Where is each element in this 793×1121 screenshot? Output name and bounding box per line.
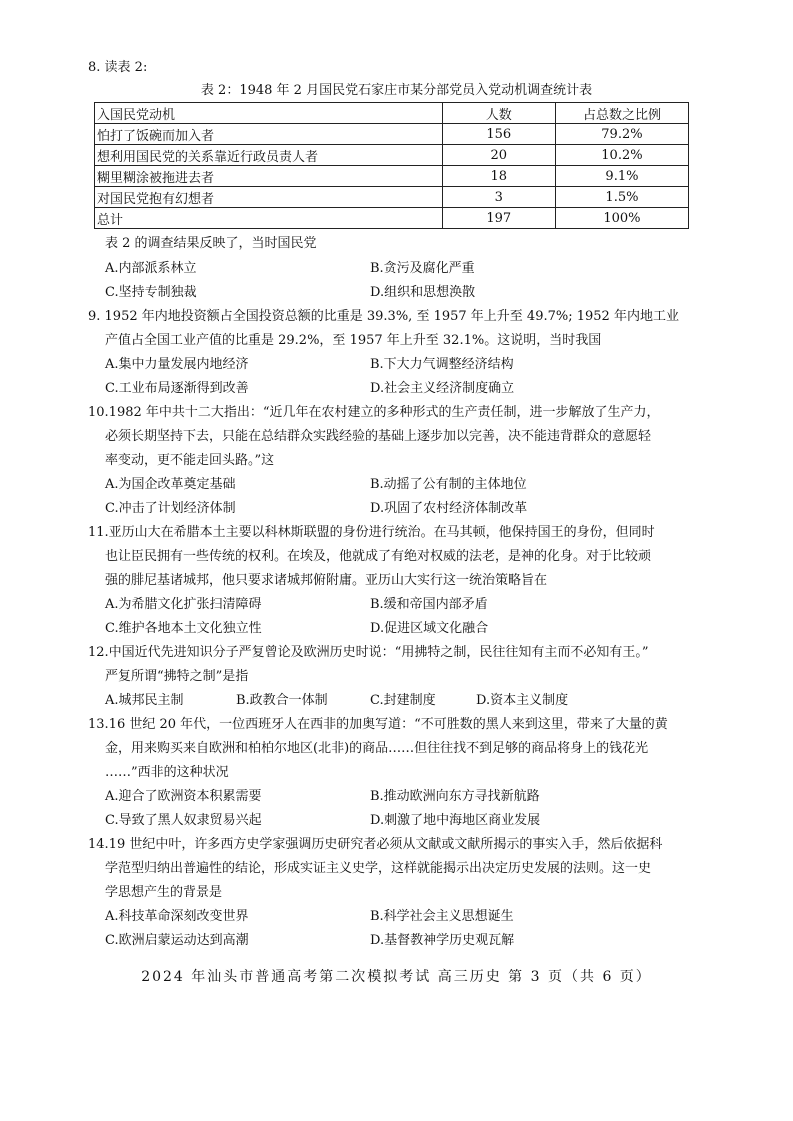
table-header-cell: 入国民党动机 (95, 103, 443, 124)
option-b: B.动摇了公有制的主体地位 (370, 477, 527, 492)
question-10-line: 率变动，更不能走回头路。”这 (105, 453, 275, 468)
question-13-line: 金，用来购买来自欧洲和柏柏尔地区(北非)的商品……但往往找不到足够的商品将身上的钱花光 (105, 741, 649, 756)
option-a: A.城邦民主制 (105, 693, 184, 708)
question-10-line: 必须长期坚持下去，只能在总结群众实践经验的基础上逐步加以完善，决不能违背群众的意愿轻 (105, 429, 652, 444)
table-cell: 79.2% (555, 124, 688, 145)
option-a: A.科技革命深刻改变世界 (105, 909, 249, 924)
question-9-line: 9. 1952 年内地投资额占全国投资总额的比重是 39.3%, 至 1957 年上升至 49.7%; 1952 年内地工业 (88, 309, 679, 324)
option-b: B.政教合一体制 (236, 693, 328, 708)
option-c: C.封建制度 (370, 693, 436, 708)
table-cell: 9.1% (555, 166, 688, 187)
table-cell: 想利用国民党的关系靠近行政员责人者 (95, 145, 443, 166)
option-c: C.欧洲启蒙运动达到高潮 (105, 933, 249, 948)
question-9-line: 产值占全国工业产值的比重是 29.2%，至 1957 年上升至 32.1%。这说明，当时我国 (105, 333, 602, 348)
option-d: D.巩固了农村经济体制改革 (370, 501, 528, 516)
option-c: C.工业布局逐渐得到改善 (105, 381, 249, 396)
question-11-line: 11.亚历山大在希腊本土主要以科林斯联盟的身份进行统治。在马其顿，他保持国王的身份，但同时 (88, 525, 655, 540)
table-cell: 1.5% (555, 187, 688, 208)
option-a: A.为希腊文化扩张扫清障碍 (105, 597, 262, 612)
table-cell: 怕打了饭碗而加入者 (95, 124, 443, 145)
option-a: A.集中力量发展内地经济 (105, 357, 249, 372)
option-b: B.推动欧洲向东方寻找新航路 (370, 789, 540, 804)
table-header-cell: 占总数之比例 (555, 103, 688, 124)
table-cell: 100% (555, 208, 688, 229)
option-c: C.坚持专制独裁 (105, 285, 197, 300)
option-d: D.促进区域文化融合 (370, 621, 489, 636)
option-c: C.导致了黑人奴隶贸易兴起 (105, 813, 262, 828)
table-cell: 糊里糊涂被拖进去者 (95, 166, 443, 187)
table-cell: 20 (442, 145, 555, 166)
option-c: C.维护各地本土文化独立性 (105, 621, 262, 636)
option-d: D.资本主义制度 (476, 693, 569, 708)
option-c: C.冲击了计划经济体制 (105, 501, 236, 516)
table-header-row (95, 103, 689, 124)
question-10-line: 10.1982 年中共十二大指出：“近几年在农村建立的多种形式的生产责任制，进一步解放了生产力， (88, 405, 660, 420)
table-title: 表 2：1948 年 2 月国民党石家庄市某分部党员入党动机调查统计表 (200, 83, 593, 98)
question-14-line: 14.19 世纪中叶，许多西方史学家强调历史研究者必须从文献或文献所揭示的事实入手，然后依据科 (88, 837, 663, 852)
table-row (95, 124, 689, 145)
question-11-line: 也让臣民拥有一些传统的权利。在埃及，他就成了有绝对权威的法老，是神的化身。对于比较顽 (105, 549, 652, 564)
question-14-line: 学范型归纳出普遍性的结论，形成实证主义史学，这样就能揭示出决定历史发展的法则。这一史 (105, 861, 652, 876)
option-a: A.为国企改革奠定基础 (105, 477, 236, 492)
table-cell: 对国民党抱有幻想者 (95, 187, 443, 208)
survey-table (94, 102, 689, 229)
question-13-line: ……”西非的这种状况 (105, 765, 229, 780)
table-row (95, 145, 689, 166)
table-cell: 18 (442, 166, 555, 187)
table-row (95, 187, 689, 208)
question-11-line: 强的腓尼基诸城邦，他只要求诸城邦俯附庸。亚历山大实行这一统治策略旨在 (105, 573, 548, 588)
table-cell: 156 (442, 124, 555, 145)
table-cell: 总计 (95, 208, 443, 229)
option-b: B.科学社会主义思想诞生 (370, 909, 514, 924)
table-cell: 3 (442, 187, 555, 208)
question-8-stem: 表 2 的调查结果反映了，当时国民党 (105, 236, 317, 251)
table-header-cell: 人数 (442, 103, 555, 124)
option-d: D.社会主义经济制度确立 (370, 381, 515, 396)
option-d: D.基督教神学历史观瓦解 (370, 933, 515, 948)
table-cell: 10.2% (555, 145, 688, 166)
question-14-line: 学思想产生的背景是 (105, 885, 223, 900)
table-cell: 197 (442, 208, 555, 229)
option-b: B.缓和帝国内部矛盾 (370, 597, 488, 612)
option-a: A.内部派系林立 (105, 261, 197, 276)
page-footer: 2024 年汕头市普通高考第二次模拟考试 高三历史 第 3 页（共 6 页） (141, 969, 652, 985)
table-row (95, 166, 689, 187)
option-a: A.迎合了欧洲资本积累需要 (105, 789, 262, 804)
question-12-line: 严复所谓“拂特之制”是指 (105, 669, 249, 684)
option-b: B.下大力气调整经济结构 (370, 357, 514, 372)
question-12-line: 12.中国近代先进知识分子严复曾论及欧洲历史时说：“用拂特之制，民往往知有主而不必知有王。” (88, 645, 649, 660)
option-d: D.组织和思想涣散 (370, 285, 476, 300)
option-b: B.贪污及腐化严重 (370, 261, 475, 276)
option-d: D.刺激了地中海地区商业发展 (370, 813, 541, 828)
question-13-line: 13.16 世纪 20 年代，一位西班牙人在西非的加奥写道：“不可胜数的黑人来到这里，带来了大量的黄 (88, 717, 668, 732)
question-8-head: 8. 读表 2: (88, 60, 148, 75)
table-total-row (95, 208, 689, 229)
